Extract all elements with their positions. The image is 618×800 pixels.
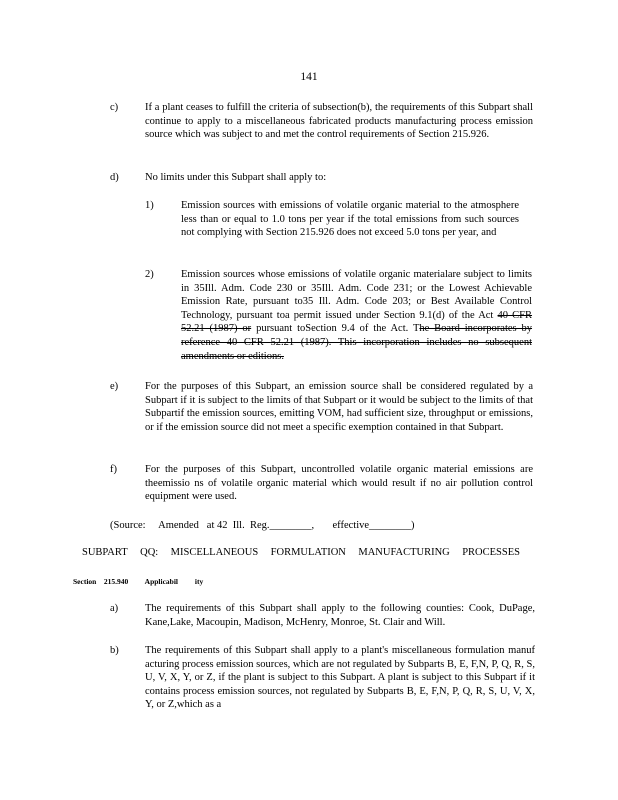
heading-word: MANUFACTURING [358, 547, 450, 558]
section-heading: Section 215.940 Applicabil ity [73, 577, 204, 586]
source-note: (Source: Amended at 42 Ill. Reg.________, effective________) [110, 520, 415, 531]
deleted-text: he Board incorporates by reference 40 CFR 52.21 (1987). This incorporation includes no subsequent amendments or editions. [181, 323, 533, 362]
paragraph-marker: e) [110, 381, 119, 392]
paragraph-marker: d) [110, 172, 119, 183]
page-number: 141 [300, 71, 318, 83]
subparagraph-text [181, 268, 532, 363]
heading-word: FORMULATION [270, 547, 346, 558]
subparagraph-text-part: Emission sources whose emissions of volatile organic materialare subject to limits in 35Ill. Adm. Code 230 or 35Ill. Adm. Code 231; or the Lowest Achievable Emission Rate, pursuant to35 Ill. Adm. Code 203; or Best Available Control Technology, pursuant toa permit issued under Section 9.1(d) of the Act [181, 269, 532, 321]
paragraph-text: For the purposes of this Subpart, uncontrolled volatile organic material emissions are theemissio ns of volatile organic material which would result if no air pollution control equipment were used. [145, 464, 533, 503]
paragraph-text: The requirements of this Subpart shall apply to a plant's miscellaneous formulation manuf acturing process emission sources, which are not regulated by Subparts B, E, F,N, P, Q, R, S, U, V, X, Y, or Z, if the plant is subject to this Subpart. A plant is subject to this Subpart if it contains process emission sources, not regulated by Subparts B, E, F,N, P, Q, R, S, U, V, X, Y, or Z,which as a [145, 645, 535, 711]
paragraph-text: No limits under this Subpart shall apply to: [145, 172, 327, 183]
paragraph-marker: a) [110, 603, 119, 614]
paragraph-marker: f) [110, 464, 117, 475]
subparagraph-marker: 2) [145, 269, 154, 280]
subparagraph-marker: 1) [145, 200, 154, 211]
heading-word: MISCELLANEOUS [170, 547, 259, 558]
paragraph-text: The requirements of this Subpart shall apply to the following counties: Cook, DuPage, Kane,Lake, Macoupin, Madison, McHenry, Monroe, St. Clair and Will. [145, 603, 535, 628]
paragraph-text: If a plant ceases to fulfill the criteria of subsection(b), the requirements of this Subpart shall continue to apply to a miscellaneous fabricated products manufacturing process emission source which was subject to and met the control requirements of Section 215.926. [145, 102, 533, 141]
deleted-text: 40 CFR 52.21 (1987) or [181, 309, 533, 335]
heading-word: PROCESSES [462, 547, 520, 558]
paragraph-text: For the purposes of this Subpart, an emission source shall be considered regulated by a Subpart if it is subject to the limits of that Subpart or it would be subject to the limits of that Subpartif the emission sources, emitting VOM, had sufficient size, throughput or emissions, or if the emission source did not meet a specific exemption contained in that Subpart. [145, 381, 533, 433]
subpart-heading [82, 546, 520, 560]
paragraph-marker: c) [110, 102, 119, 113]
paragraph-marker: b) [110, 645, 119, 656]
subparagraph-text-part: pursuant toSection 9.4 of the Act. T [256, 323, 420, 335]
subparagraph-text: Emission sources with emissions of volatile organic material to the atmosphere less than or equal to 1.0 tons per year if the total emissions from such sources not complying with Section 215.926 does not exceed 5.0 tons per year, and [181, 200, 519, 239]
heading-word: QQ: [140, 547, 159, 558]
heading-word: SUBPART [82, 547, 128, 558]
